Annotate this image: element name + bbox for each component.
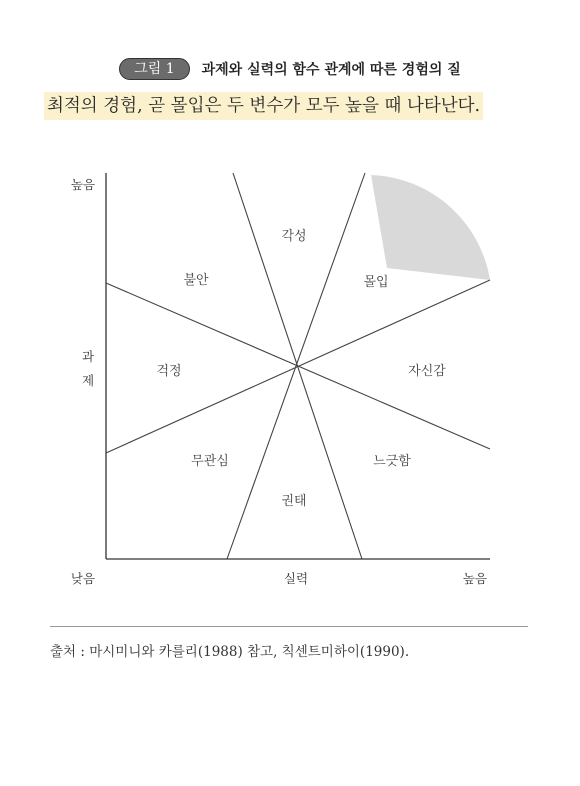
y-axis-title-top: 과 (81, 349, 95, 364)
region-relaxation: 느긋함 (373, 454, 411, 469)
x-axis-title: 실력 (283, 571, 309, 586)
region-control: 자신감 (408, 364, 446, 379)
y-axis-title-bottom: 제 (81, 373, 95, 388)
figure-number-badge: 그림 1 (119, 58, 189, 80)
source-divider (50, 626, 528, 627)
region-anxiety: 불안 (183, 273, 209, 288)
region-apathy: 무관심 (191, 454, 229, 469)
region-flow: 몰입 (363, 275, 389, 290)
region-arousal: 각성 (281, 229, 307, 244)
flow-highlight-sector (371, 175, 490, 280)
axis-low-label: 낮음 (70, 571, 96, 586)
region-boredom: 권태 (281, 494, 307, 509)
x-axis-high-label: 높음 (462, 571, 488, 586)
y-axis-high-label: 높음 (70, 177, 96, 192)
source-citation: 출처 : 마시미니와 카를리(1988) 참고, 칙센트미하이(1990). (50, 644, 410, 660)
region-worry: 걱정 (156, 364, 182, 379)
highlighted-summary: 최적의 경험, 곧 몰입은 두 변수가 모두 높을 때 나타난다. (44, 92, 483, 120)
figure-title: 과제와 실력의 함수 관계에 따른 경험의 질 (201, 62, 461, 78)
